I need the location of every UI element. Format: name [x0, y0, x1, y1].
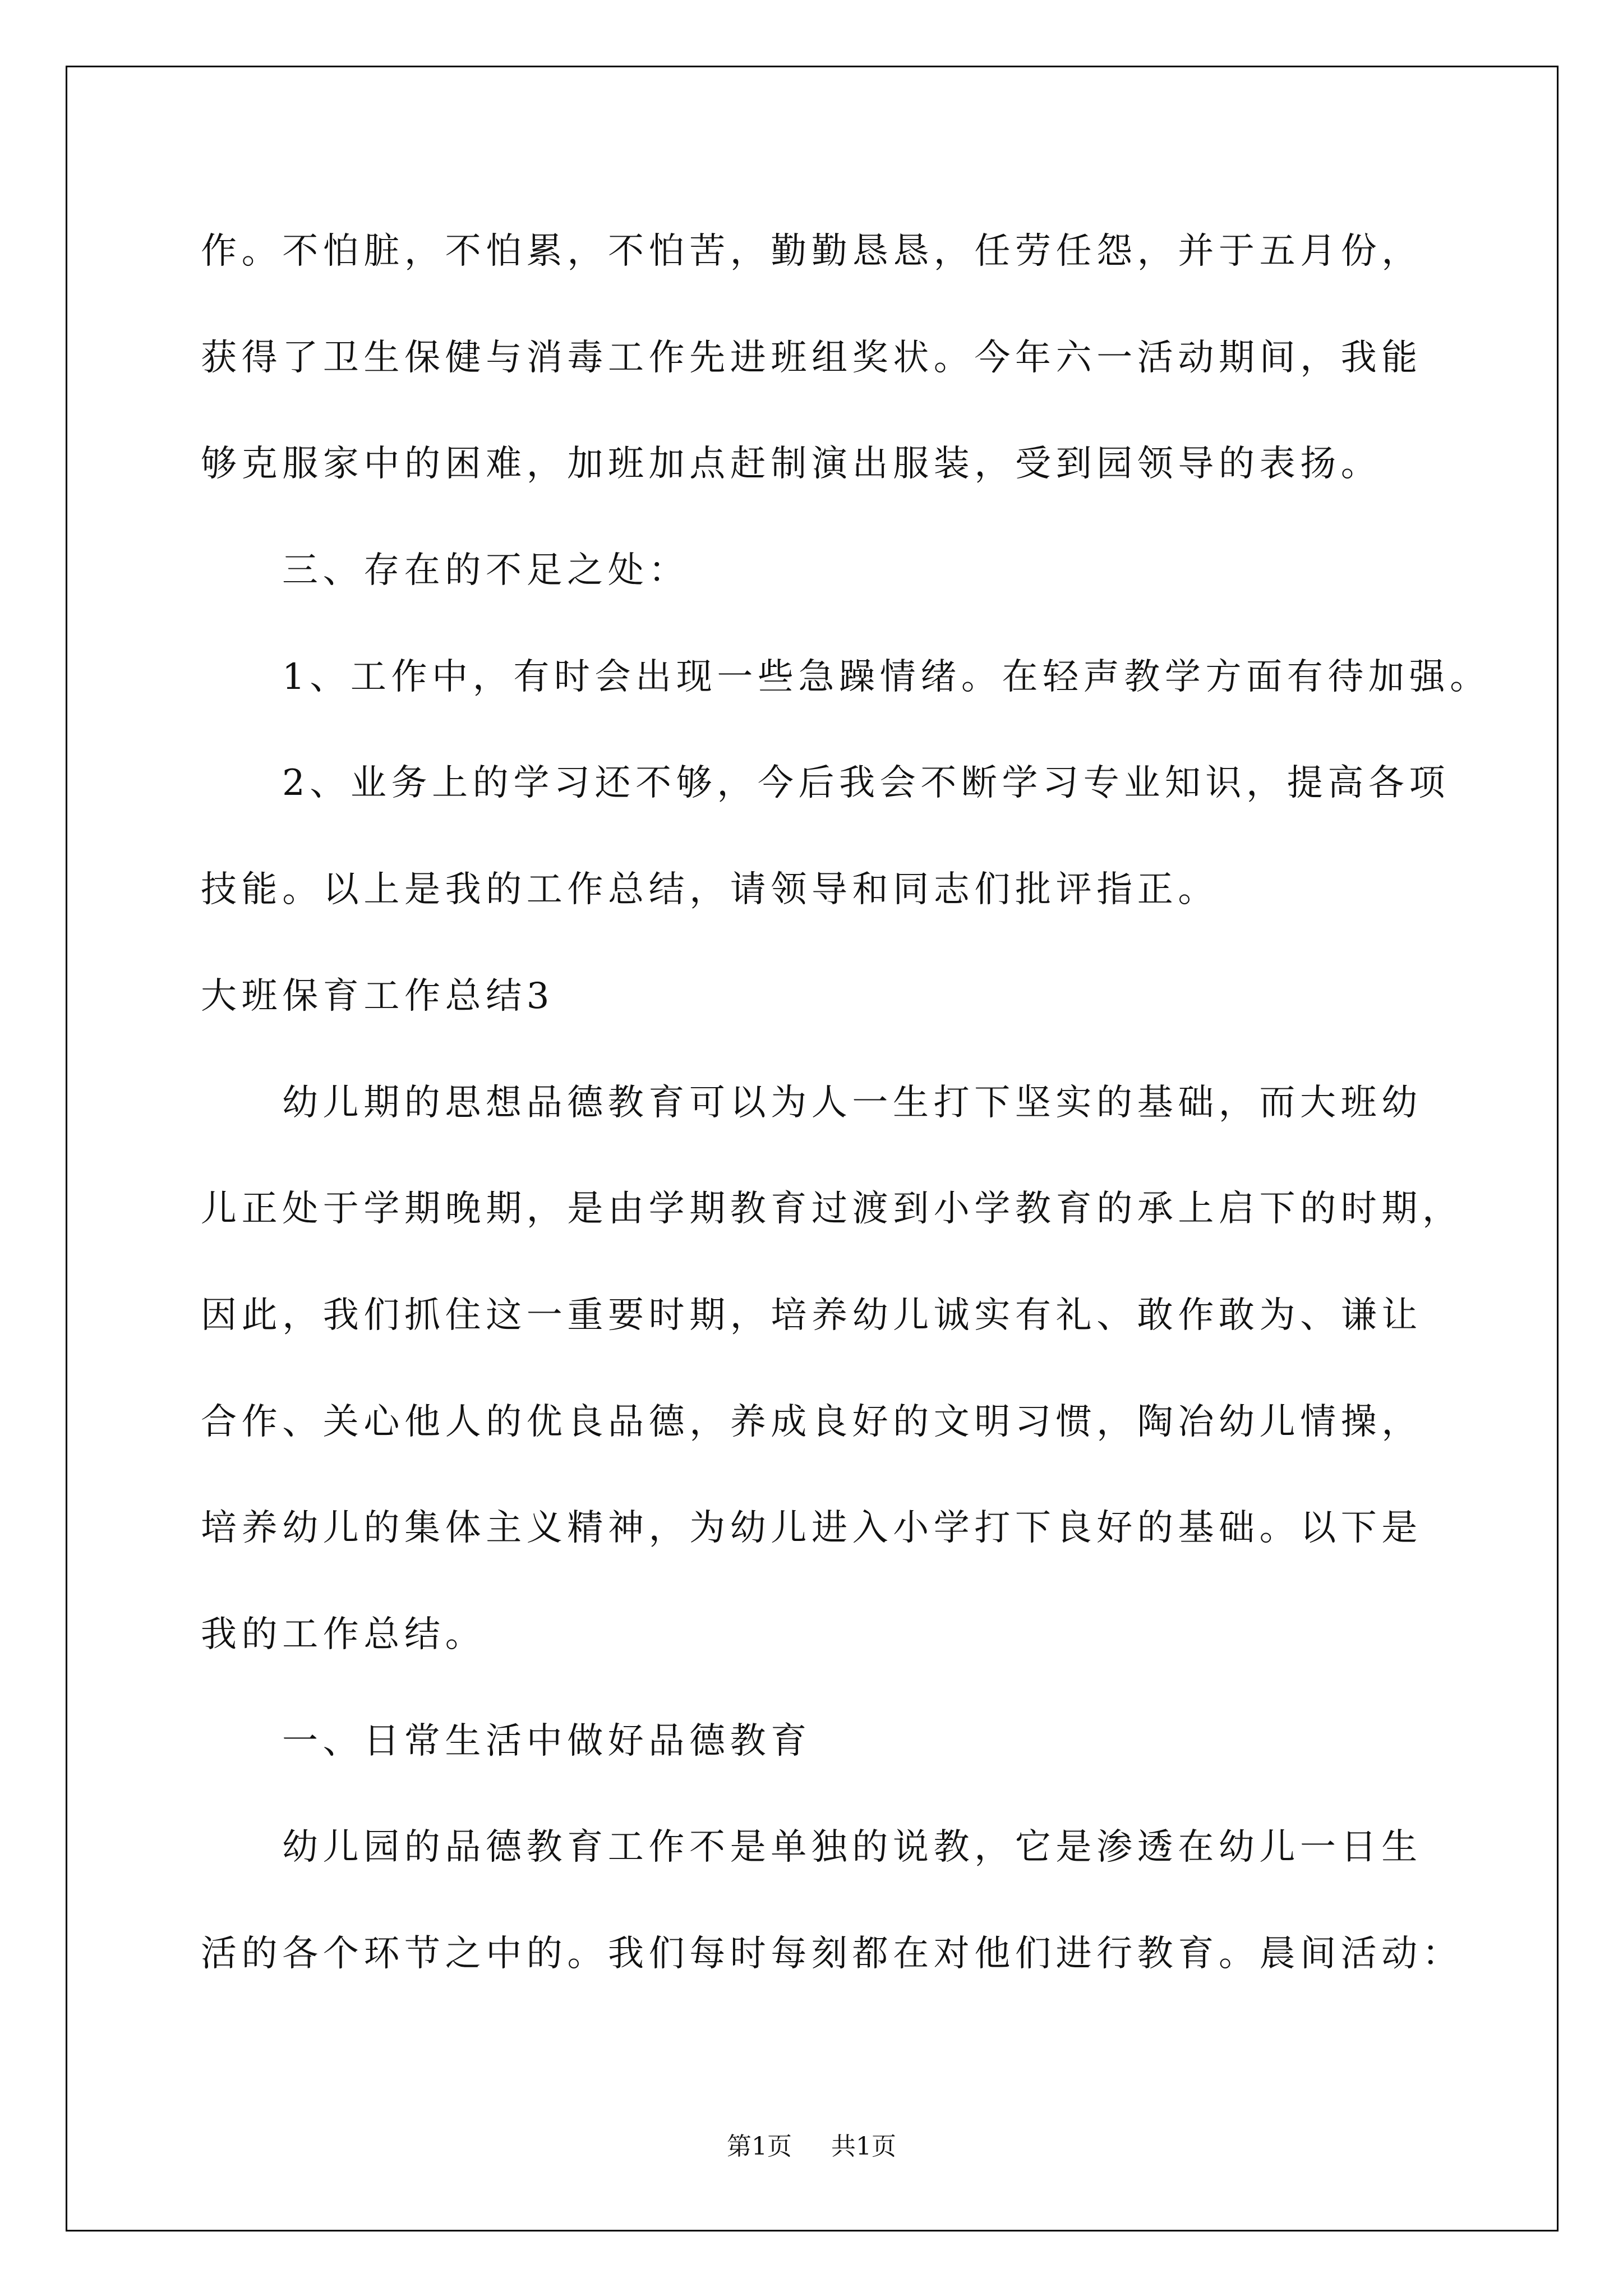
page-footer — [0, 2130, 1623, 2164]
section-heading: 三、存在的不足之处： — [282, 550, 689, 592]
paragraph-line: 合作、关心他人的优良品德，养成良好的文明习惯，陶冶幼儿情操， — [201, 1401, 1422, 1443]
paragraph-line: 作。不怕脏，不怕累，不怕苦，勤勤恳恳，任劳任怨，并于五月份， — [201, 231, 1422, 272]
paragraph-line: 幼儿园的品德教育工作不是单独的说教，它是渗透在幼儿一日生 — [282, 1826, 1422, 1869]
paragraph-line: 儿正处于学期晚期，是由学期教育过渡到小学教育的承上启下的时期， — [201, 1188, 1463, 1230]
section-heading: 一、日常生活中做好品德教育 — [282, 1720, 811, 1762]
page-number-current: 第1页 — [727, 2132, 792, 2161]
document-body — [201, 199, 1541, 2008]
paragraph-line: 1、工作中，有时会出现一些急躁情绪。在轻声教学方面有待加强。 — [282, 656, 1491, 698]
list-item-1 — [201, 624, 1541, 731]
paragraph-line: 我的工作总结。 — [201, 1613, 486, 1655]
title-text: 大班保育工作总结3 — [201, 975, 555, 1017]
paragraph-line: 够克服家中的困难，加班加点赶制演出服装，受到园领导的表扬。 — [201, 443, 1382, 485]
paragraph-line: 技能。以上是我的工作总结，请领导和同志们批评指正。 — [201, 869, 1219, 911]
paragraph-continued — [201, 199, 1541, 518]
paragraph-section-1-body — [201, 1795, 1541, 2007]
section-heading-daily-life — [201, 1688, 1541, 1795]
paragraph-line: 幼儿期的思想品德教育可以为人一生打下坚实的基础，而大班幼 — [282, 1082, 1422, 1124]
page-number-total: 共1页 — [831, 2132, 896, 2161]
paragraph-line: 活的各个环节之中的。我们每时每刻都在对他们进行教育。晨间活动： — [201, 1933, 1463, 1975]
paragraph-line: 培养幼儿的集体主义精神，为幼儿进入小学打下良好的基础。以下是 — [201, 1507, 1422, 1549]
paragraph-line: 获得了卫生保健与消毒工作先进班组奖状。今年六一活动期间，我能 — [201, 337, 1422, 379]
document-title — [201, 944, 1541, 1050]
paragraph-line: 因此，我们抓住这一重要时期，培养幼儿诚实有礼、敢作敢为、谦让 — [201, 1294, 1422, 1336]
list-item-2 — [201, 730, 1541, 943]
paragraph-line: 2、业务上的学习还不够，今后我会不断学习专业知识，提高各项 — [282, 762, 1450, 804]
section-heading-shortcomings — [201, 518, 1541, 624]
paragraph-intro — [201, 1050, 1541, 1688]
